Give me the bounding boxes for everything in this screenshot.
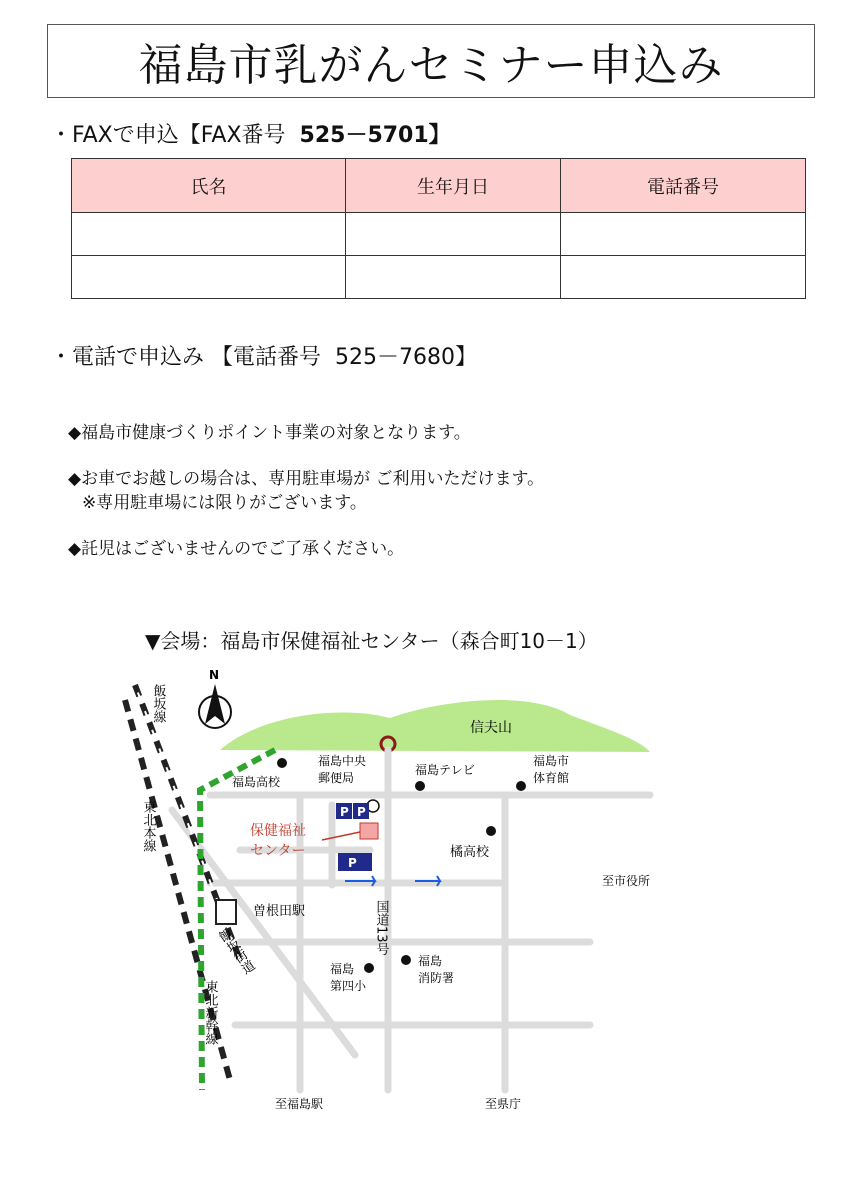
iizaka-line-label: 飯坂線 (150, 684, 166, 723)
post-office-label-2: 郵便局 (318, 771, 355, 785)
route13-label: 国道13号 (373, 900, 389, 956)
phone-number: 525－7680】 (335, 345, 477, 370)
tachibana-label: 橘高校 (450, 845, 490, 860)
gym-label-1: 福島市 (533, 754, 570, 768)
to-station-label: 至福島駅 (275, 1097, 324, 1111)
shinkansen-label: 東北新幹線 (202, 980, 218, 1045)
phone-section-heading (50, 340, 477, 371)
parking-label: P (340, 805, 349, 819)
page-title: 福島市乳がんセミナー申込み (138, 40, 724, 91)
table-header-row (72, 159, 806, 213)
venue-label: ▼会場：福島市保健福祉センター（森合町10－1） (145, 629, 598, 653)
parking-label: P (357, 805, 366, 819)
iizaka-road-label: 飯坂街道 (214, 926, 257, 978)
title-box (47, 24, 815, 98)
to-city-hall-label: 至市役所 (602, 874, 651, 888)
parking-label: P (348, 856, 357, 870)
phone-cell[interactable] (561, 256, 806, 299)
table-row (72, 213, 806, 256)
note-health-point: ◆福島市健康づくりポイント事業の対象となります。 (68, 423, 471, 443)
health-center-label-2: センター (250, 843, 306, 859)
note-childcare: ◆託児はございませんのでご了承ください。 (68, 539, 405, 559)
header-name: 氏名 (72, 159, 346, 213)
note-parking-limit: ※専用駐車場には限りがございます。 (82, 493, 367, 513)
access-map (110, 660, 670, 1120)
name-cell[interactable] (72, 213, 346, 256)
tachibana-icon (486, 826, 496, 836)
fire-station-label-1: 福島 (418, 954, 443, 968)
fax-section-heading (50, 118, 451, 149)
birthdate-cell[interactable] (346, 213, 561, 256)
fax-application-table (71, 158, 806, 299)
mountain-label: 信夫山 (470, 720, 512, 736)
north-label: N (209, 668, 220, 682)
gym-icon (516, 781, 526, 791)
tv-label: 福島テレビ (415, 763, 475, 777)
post-office-label-1: 福島中央 (318, 754, 367, 768)
to-pref-label: 至県庁 (485, 1097, 522, 1111)
fire-station-label-2: 消防署 (418, 971, 455, 985)
fire-station-icon (401, 955, 411, 965)
mountain-area (220, 700, 650, 752)
header-birthdate: 生年月日 (346, 159, 561, 213)
birthdate-cell[interactable] (346, 256, 561, 299)
tohoku-line-label: 東北本線 (140, 800, 156, 852)
fax-number: 525－5701】 (299, 123, 451, 148)
health-center-marker (360, 823, 378, 839)
center-pointer (322, 832, 360, 840)
fax-label: ・FAXで申込【FAX番号 (50, 123, 286, 148)
school-icon (364, 963, 374, 973)
name-cell[interactable] (72, 256, 346, 299)
gym-label-2: 体育館 (533, 771, 570, 785)
header-phone: 電話番号 (561, 159, 806, 213)
soneda-station-label: 曽根田駅 (253, 904, 306, 919)
tv-icon (415, 781, 425, 791)
health-center-label-1: 保健福祉 (250, 823, 306, 839)
phone-label: ・電話で申込み 【電話番号 (50, 345, 321, 370)
school-label-2: 第四小 (330, 979, 367, 993)
table-row (72, 256, 806, 299)
fukushima-high-label: 福島高校 (232, 775, 281, 789)
station-icon (216, 900, 236, 924)
fukushima-high-icon (277, 758, 287, 768)
note-parking: ◆お車でお越しの場合は、専用駐車場が ご利用いただけます。 (68, 469, 545, 489)
school-label-1: 福島 (330, 962, 355, 976)
phone-cell[interactable] (561, 213, 806, 256)
road-network (172, 750, 650, 1090)
